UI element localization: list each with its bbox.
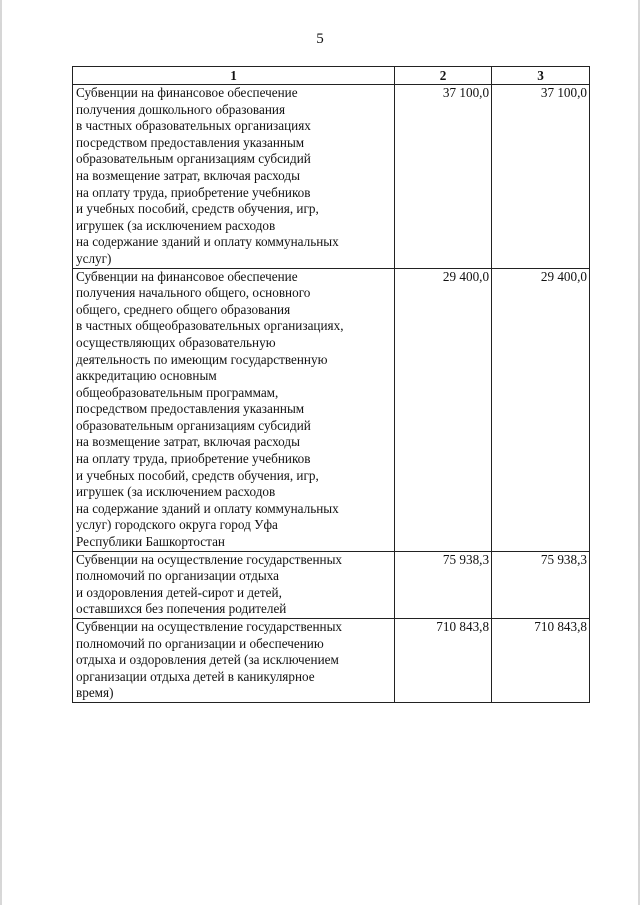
description-line: услуг) городского округа город Уфа (76, 517, 278, 533)
description-line: посредством предоставления указанным (76, 134, 305, 150)
description-line: в частных образовательных организациях (76, 118, 311, 134)
description-line: Субвенции на финансовое обеспечение (76, 268, 298, 284)
description-line: получения начального общего, основного (76, 285, 311, 301)
description-line: оставшихся без попечения родителей (76, 601, 287, 617)
page-number: 5 (316, 31, 324, 47)
table-row (73, 85, 590, 269)
description-line: получения дошкольного образования (76, 101, 286, 117)
description-line: общеобразовательным программам, (76, 384, 279, 400)
table-body (73, 85, 590, 703)
budget-table (72, 66, 590, 703)
description-line: на оплату труда, приобретение учебников (76, 184, 311, 200)
description-line: общего, среднего общего образования (76, 301, 291, 317)
row-value-col2: 29 400,0 (395, 268, 492, 551)
row-value-col2: 75 938,3 (395, 551, 492, 618)
column-header-1: 1 (73, 67, 395, 85)
column-header-2: 2 (395, 67, 492, 85)
description-line: полномочий по организации отдыха (76, 568, 279, 584)
table-header-row (73, 67, 590, 85)
description-line: время) (76, 685, 114, 701)
row-description (73, 551, 395, 618)
row-value-col2: 710 843,8 (395, 619, 492, 703)
description-line: на содержание зданий и оплату коммунальных (76, 500, 339, 516)
description-line: игрушек (за исключением расходов (76, 217, 276, 233)
row-value-col3: 75 938,3 (492, 551, 590, 618)
description-line: Республики Башкортостан (76, 534, 225, 550)
row-value-col3: 710 843,8 (492, 619, 590, 703)
table-row (73, 551, 590, 618)
row-description (73, 619, 395, 703)
column-header-3: 3 (492, 67, 590, 85)
description-line: игрушек (за исключением расходов (76, 484, 276, 500)
description-line: аккредитацию основным (76, 368, 217, 384)
description-line: организации отдыха детей в каникулярное (76, 668, 315, 684)
description-line: Субвенции на финансовое обеспечение (76, 85, 298, 100)
description-line: отдыха и оздоровления детей (за исключением (76, 652, 339, 668)
description-line: деятельность по имеющим государственную (76, 351, 328, 367)
description-line: в частных общеобразовательных организациях, (76, 318, 344, 334)
description-line: образовательным организациям субсидий (76, 151, 311, 167)
description-line: и учебных пособий, средств обучения, игр, (76, 201, 319, 217)
row-value-col3: 29 400,0 (492, 268, 590, 551)
table-row (73, 619, 590, 703)
description-line: на возмещение затрат, включая расходы (76, 167, 300, 183)
table-row (73, 268, 590, 551)
description-line: Субвенции на осуществление государственных (76, 551, 343, 567)
description-line: на содержание зданий и оплату коммунальных (76, 234, 339, 250)
description-line: Субвенции на осуществление государственных (76, 619, 343, 634)
description-line: и оздоровления детей-сирот и детей, (76, 584, 282, 600)
row-value-col2: 37 100,0 (395, 85, 492, 269)
description-line: образовательным организациям субсидий (76, 417, 311, 433)
description-line: на возмещение затрат, включая расходы (76, 434, 300, 450)
row-description (73, 268, 395, 551)
description-line: посредством предоставления указанным (76, 401, 305, 417)
description-line: полномочий по организации и обеспечению (76, 635, 324, 651)
row-value-col3: 37 100,0 (492, 85, 590, 269)
description-line: и учебных пособий, средств обучения, игр, (76, 467, 319, 483)
description-line: на оплату труда, приобретение учебников (76, 451, 311, 467)
description-line: услуг) (76, 250, 112, 266)
row-description (73, 85, 395, 269)
description-line: осуществляющих образовательную (76, 334, 276, 350)
scan-edge-left (0, 0, 2, 905)
